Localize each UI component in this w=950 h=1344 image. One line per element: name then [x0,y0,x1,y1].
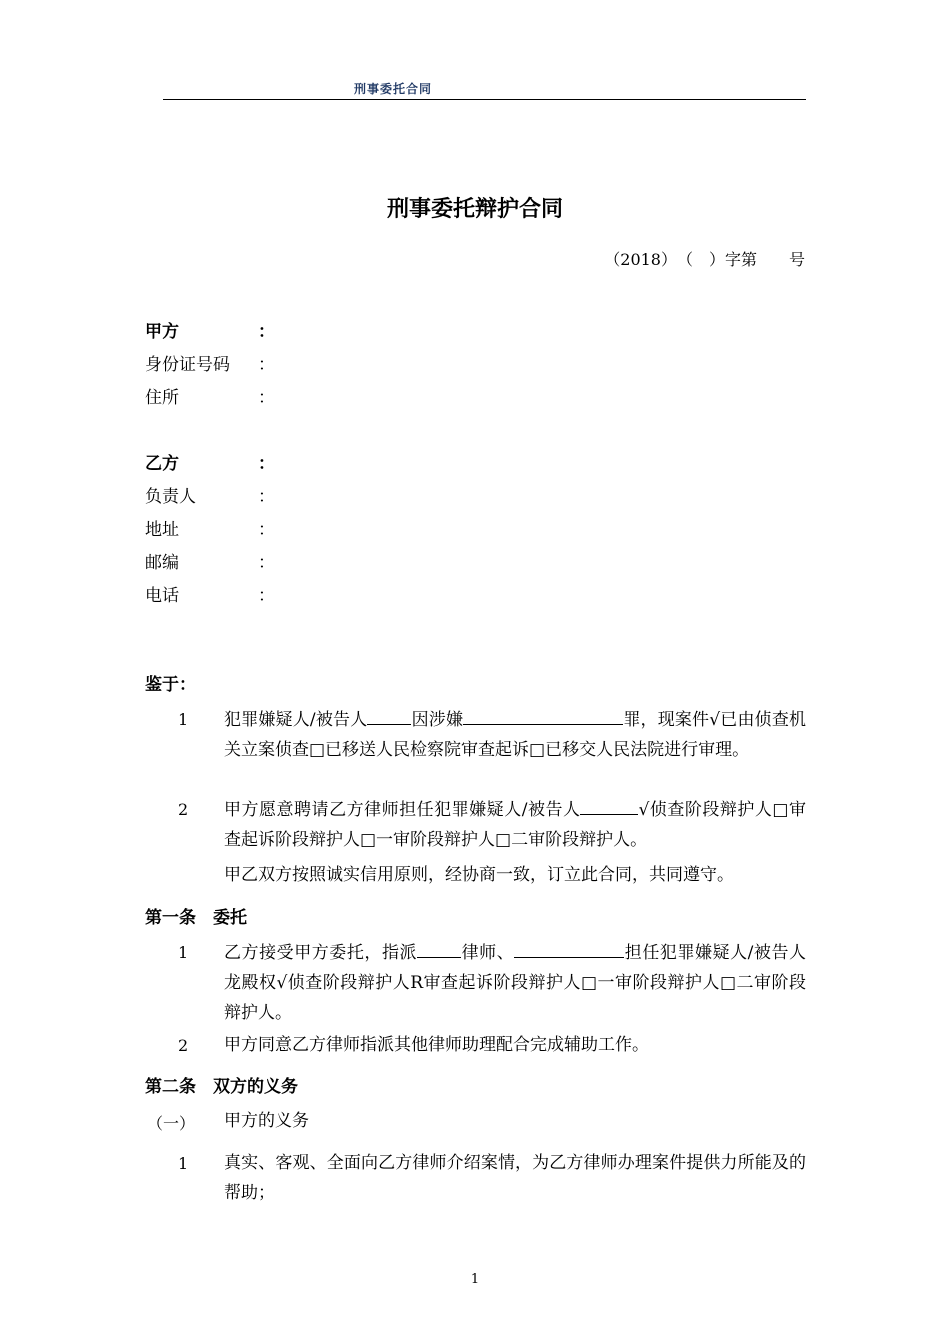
whereas-item2-part-a: 甲方愿意聘请乙方律师担任犯罪嫌疑人/被告人 [224,800,581,820]
document-title: 刑事委托辩护合同 [386,197,563,222]
charge-blank [463,704,623,725]
whereas-item1-part-b: 因涉嫌 [411,710,464,730]
party-a-id-row [145,353,278,377]
party-a-colon: ： [258,322,275,342]
running-header: 刑事委托合同 [354,82,433,96]
party-b-address-colon: ： [258,520,275,540]
party-a-id-label: 身份证号码 [145,355,230,375]
article1-item1-part-c: 担任犯罪嫌疑人/被告人龙殿权√侦查阶段辩护人R审查起诉阶段辩护人□一审阶段辩护人□二审阶段辩护人。 [224,943,807,1023]
article2-heading: 第二条 双方的义务 [145,1077,298,1097]
whereas-item1-text [224,704,806,765]
party-b-label: 乙方 [145,454,179,474]
party-a-address-row [145,386,278,410]
document-number: （2018） （ ）字第 号 [604,250,805,269]
defendant-name-blank [367,704,411,725]
article1-item1-text [224,937,806,1028]
party-a-id-colon: ： [258,355,275,375]
whereas-item1-part-a: 犯罪嫌疑人/被告人 [224,710,368,730]
party-b-phone-colon: ： [258,586,275,606]
party-b-head-label: 负责人 [145,487,196,507]
whereas-heading: 鉴于： [145,675,196,695]
whereas-item2-number: 2 [178,800,189,819]
article1-item1-number: 1 [178,943,189,962]
article2-sub1-number: （一） [147,1114,196,1133]
article2-item1-text: 真实、客观、全面向乙方律师介绍案情，为乙方律师办理案件提供力所能及的帮助； [224,1153,806,1203]
article1-item1-part-b: 律师、 [461,943,515,963]
whereas-item2-text [224,794,806,855]
article1-item2-text: 甲方同意乙方律师指派其他律师助理配合完成辅助工作。 [224,1035,649,1055]
whereas-item1-number: 1 [178,710,189,729]
lawyer2-blank [514,937,624,958]
article2-sub1-text: 甲方的义务 [224,1111,309,1131]
party-b-postcode-row [145,551,278,575]
whereas-item2-part-b: √侦查阶段辩护人□审查起诉阶段辩护人□一审阶段辩护人□二审阶段辩护人。 [224,800,806,850]
party-b-head-row [145,485,278,509]
article1-item1-part-a: 乙方接受甲方委托，指派 [224,943,418,963]
party-a-row [145,320,278,344]
page-number: 1 [470,1272,480,1287]
article1-item2-number: 2 [178,1036,189,1055]
party-b-phone-row [145,584,278,608]
party-b-address-label: 地址 [145,520,179,540]
agreement-sentence: 甲乙双方按照诚实信用原则，经协商一致，订立此合同，共同遵守。 [224,865,734,885]
party-b-head-colon: ： [258,487,275,507]
party-a-address-colon: ： [258,388,275,408]
lawyer1-blank [417,937,461,958]
article1-heading: 第一条 委托 [145,908,247,928]
party-b-phone-label: 电话 [145,586,179,606]
party-a-address-label: 住所 [145,388,179,408]
party-a-label: 甲方 [145,322,179,342]
party-b-postcode-label: 邮编 [145,553,179,573]
party-b-address-row [145,518,278,542]
defendant-name-blank-2 [580,794,638,815]
party-b-colon: ： [258,454,275,474]
party-b-row [145,452,278,476]
whereas-item1-part-c: 罪，现案件√已由侦查机关立案侦查□已移送人民检察院审查起诉□已移交人民法院进行审理。 [224,710,806,760]
header-divider [163,99,806,100]
party-b-postcode-colon: ： [258,553,275,573]
article2-item1-number: 1 [178,1154,189,1173]
